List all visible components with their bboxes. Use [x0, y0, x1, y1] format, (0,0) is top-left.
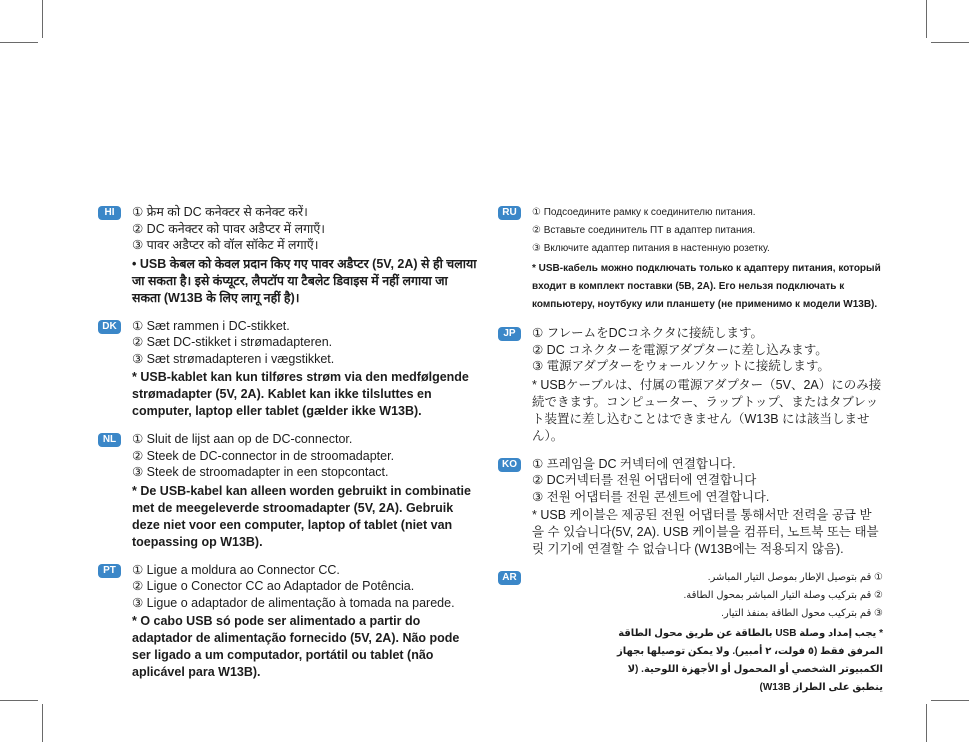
usb-note: * USB 케이블은 제공된 전원 어댑터를 통해서만 전력을 공급 받을 수 있습니다(5V, 2A). USB 케이블을 컴퓨터, 노트북 또는 태블릿 기기에 연결할 수 없습니다 (W13B에는 적용되지 않음).	[532, 508, 879, 556]
usb-note: * USB-кабель можно подключать только к адаптеру питания, который входит в комплект поставки (5В, 2А). Его нельзя подключать к компьютеру, ноутбуку или планшету (не применимо к модели W13B).	[532, 263, 881, 310]
section-hi	[98, 204, 478, 307]
crop-mark-top-right	[926, 0, 927, 38]
language-tag-hi: HI	[98, 206, 121, 220]
language-tag-nl: NL	[98, 433, 121, 447]
step-1: ① 프레임을 DC 커넥터에 연결합니다.	[532, 456, 736, 471]
usb-note: * O cabo USB só pode ser alimentado a partir do adaptador de alimentação fornecido (5V, 2A). Não pode ser ligado a um computador, portátil ou tablet (não aplicável para W13B).	[132, 614, 460, 679]
step-2: ② Sæt DC-stikket i strømadapteren.	[132, 335, 333, 349]
step-2: ② قم بتركيب وصلة التيار المباشر بمحول الطاقة.	[683, 590, 883, 601]
usb-note: • USB केबल को केवल प्रदान किए गए पावर अडैप्टर (5V, 2A) से ही चलाया जा सकता है। इसे कंप्यूटर, लैपटॉप या टैबलेट डिवाइस में नहीं लगाया जा सकता (W13B के लिए लागू नहीं है)।	[132, 256, 477, 305]
section-nl	[98, 431, 478, 551]
section-ko	[498, 456, 883, 559]
right-column	[498, 204, 883, 708]
language-tag-pt: PT	[98, 564, 121, 578]
usb-note: * USB-kablet kan kun tilføres strøm via den medfølgende strømadapter (5V, 2A). Kablet kan ikke tilsluttes en computer, laptop eller tablet (gælder ikke W13B).	[132, 370, 469, 418]
step-1: ① Sæt rammen i DC-stikket.	[132, 318, 290, 333]
step-3: ③ Sæt strømadapteren i vægstikket.	[132, 351, 335, 366]
step-2: ② Ligue o Conector CC ao Adaptador de Potência.	[132, 579, 415, 593]
section-pt	[98, 562, 478, 682]
usb-note: * De USB-kabel kan alleen worden gebruikt in combinatie met de meegeleverde stroomadapter (5V, 2A). Gebruik deze niet voor een computer, laptop of tablet (niet van toepassing op W13B).	[132, 483, 471, 549]
language-tag-ar: AR	[498, 571, 521, 585]
step-1: ① Подсоедините рамку к соединителю питания.	[532, 207, 756, 218]
step-1: ① قم بتوصيل الإطار بموصل التيار المباشر.	[707, 572, 883, 583]
step-1: ① Sluit de lijst aan op de DC-connector.	[132, 432, 353, 446]
step-1: ① फ्रेम को DC कनेक्टर से कनेक्ट करें।	[132, 205, 308, 219]
section-ru	[498, 204, 883, 314]
crop-mark-bottom-left-h	[0, 700, 38, 701]
crop-mark-top-left-h	[0, 42, 38, 43]
step-2: ② Вставьте соединитель ПТ в адаптер питания.	[532, 225, 756, 236]
step-2: ② DC コネクターを電源アダプターに差し込みます。	[532, 342, 828, 357]
step-3: ③ Ligue o adaptador de alimentação à tomada na parede.	[132, 595, 455, 610]
language-tag-dk: DK	[98, 320, 121, 334]
step-2: ② Steek de DC-connector in de stroomadapter.	[132, 448, 395, 463]
step-2: ② DC커넥터를 전원 어댑터에 연결합니다	[532, 473, 757, 487]
step-3: ③ पावर अडैप्टर को वॉल सॉकेट में लगाएँ।	[132, 238, 319, 252]
crop-mark-bottom-right-h	[931, 700, 969, 701]
crop-mark-top-left	[42, 0, 43, 38]
crop-mark-bottom-left	[42, 704, 43, 742]
step-1: ① Ligue a moldura ao Connector CC.	[132, 562, 340, 577]
section-jp	[498, 325, 883, 445]
step-3: ③ قم بتركيب محول الطاقة بمنفذ التيار.	[721, 608, 883, 619]
section-dk	[98, 318, 478, 421]
section-ar	[498, 569, 883, 697]
language-tag-jp: JP	[498, 327, 521, 341]
arabic-text-block	[532, 569, 883, 697]
step-3: ③ Steek de stroomadapter in een stopcontact.	[132, 465, 389, 479]
usb-note: * يجب إمداد وصلة USB بالطاقة عن طريق محول الطاقة المرفق فقط (٥ فولت، ٢ أمبير). ولا يمكن توصيلها بجهاز الكمبيوتر الشخصي أو المحمول أو الأجهزة اللوحية. (لا ينطبق على الطراز W13B)	[617, 628, 883, 693]
step-2: ② DC कनेक्टर को पावर अडैप्टर में लगाएँ।	[132, 221, 326, 236]
usb-note: * USBケーブルは、付属の電源アダプター（5V、2A）にのみ接続できます。コンピューター、ラップトップ、またはタブレット装置に差し込むことはできません（W13B には該当しません）。	[532, 377, 882, 443]
crop-mark-bottom-right	[926, 704, 927, 742]
step-3: ③ 電源アダプターをウォールソケットに接続します。	[532, 359, 830, 373]
left-column	[98, 204, 478, 692]
step-3: ③ 전원 어댑터를 전원 콘센트에 연결합니다.	[532, 489, 770, 504]
step-1: ① フレームをDCコネクタに接続します。	[532, 326, 763, 340]
language-tag-ko: KO	[498, 458, 521, 472]
language-tag-ru: RU	[498, 206, 521, 220]
crop-mark-top-right-h	[931, 42, 969, 43]
step-3: ③ Включите адаптер питания в настенную розетку.	[532, 243, 770, 254]
